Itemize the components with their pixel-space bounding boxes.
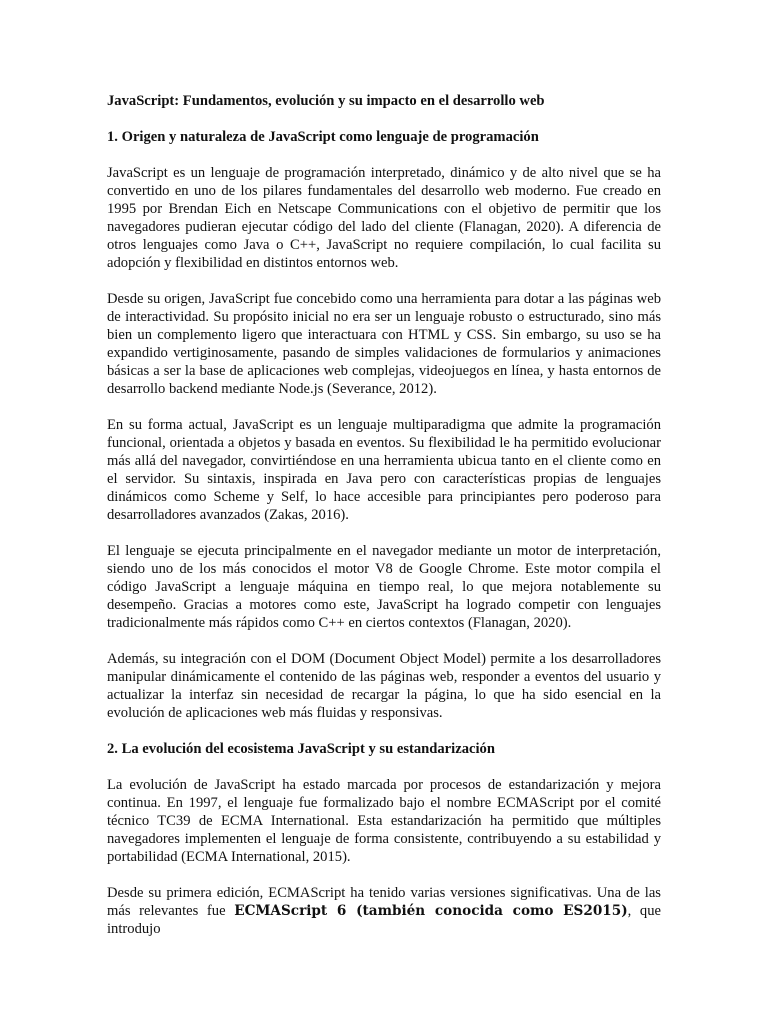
section-2-paragraph-1: La evolución de JavaScript ha estado marcada por procesos de estandarización y mejora continua. En 1997, el lenguaje fue formalizado bajo el nombre ECMAScript por el comité técnico TC39 de ECMA International. Esta estandarización ha permitido que múltiples navegadores implementen el lenguaje de forma consistente, contribuyendo a su estabilidad y portabilidad (ECMA International, 2015). (107, 777, 661, 865)
document-title: JavaScript: Fundamentos, evolución y su impacto en el desarrollo web (107, 93, 545, 109)
section-2-paragraph-2-end: , que introdujo (107, 903, 661, 937)
section-1-paragraph-3: En su forma actual, JavaScript es un lenguaje multiparadigma que admite la programación funcional, orientada a objetos y basada en eventos. Su flexibilidad le ha permitido evolucionar más allá del navegador, convirtiéndose en una herramienta ubicua tanto en el cliente como en el servidor. Su sintaxis, inspirada en Java pero con características propias de lenguajes dinámicos como Scheme y Self, lo hace accesible para principiantes pero poderoso para desarrolladores avanzados (Zakas, 2016). (107, 417, 661, 523)
section-1-paragraph-2: Desde su origen, JavaScript fue concebido como una herramienta para dotar a las páginas web de interactividad. Su propósito inicial no era ser un lenguaje robusto o estructurado, sino más bien un complemento ligero que interactuara con HTML y CSS. Sin embargo, su uso se ha expandido vertiginosamente, pasando de simples validaciones de formularios y animaciones básicas a ser la base de aplicaciones web complejas, videojuegos en línea, y hasta entornos de desarrollo backend mediante Node.js (Severance, 2012). (107, 291, 661, 397)
section-1-paragraph-5: Además, su integración con el DOM (Document Object Model) permite a los desarrolladores manipular dinámicamente el contenido de las páginas web, responder a eventos del usuario y actualizar la interfaz sin necesidad de recargar la página, lo que ha sido esencial en la evolución de aplicaciones web más fluidas y responsivas. (107, 651, 661, 721)
document-page (107, 92, 661, 956)
section-2-paragraph-2-start: Desde su primera edición, ECMAScript ha tenido varias versiones significativas. Una de las más relevantes fue (107, 885, 661, 919)
section-2-heading: 2. La evolución del ecosistema JavaScript y su estandarización (107, 741, 495, 757)
section-1-paragraph-1: JavaScript es un lenguaje de programación interpretado, dinámico y de alto nivel que se ha convertido en uno de los pilares fundamentales del desarrollo web moderno. Fue creado en 1995 por Brendan Eich en Netscape Communications con el objetivo de permitir que los navegadores pudieran ejecutar código del lado del cliente (Flanagan, 2020). A diferencia de otros lenguajes como Java o C++, JavaScript no requiere compilación, lo cual facilita su adopción y flexibilidad en distintos entornos web. (107, 165, 661, 271)
ecmascript-6-bold-text: ECMAScript 6 (también conocida como ES2015) (234, 903, 628, 919)
section-1-paragraph-4: El lenguaje se ejecuta principalmente en el navegador mediante un motor de interpretación, siendo uno de los más conocidos el motor V8 de Google Chrome. Este motor compila el código JavaScript a lenguaje máquina en tiempo real, lo que mejora notablemente su desempeño. Gracias a motores como este, JavaScript ha logrado competir con lenguajes tradicionalmente más rápidos como C++ en ciertos contextos (Flanagan, 2020). (107, 543, 661, 631)
section-1-heading: 1. Origen y naturaleza de JavaScript como lenguaje de programación (107, 129, 539, 145)
section-2-paragraph-2 (107, 884, 661, 938)
